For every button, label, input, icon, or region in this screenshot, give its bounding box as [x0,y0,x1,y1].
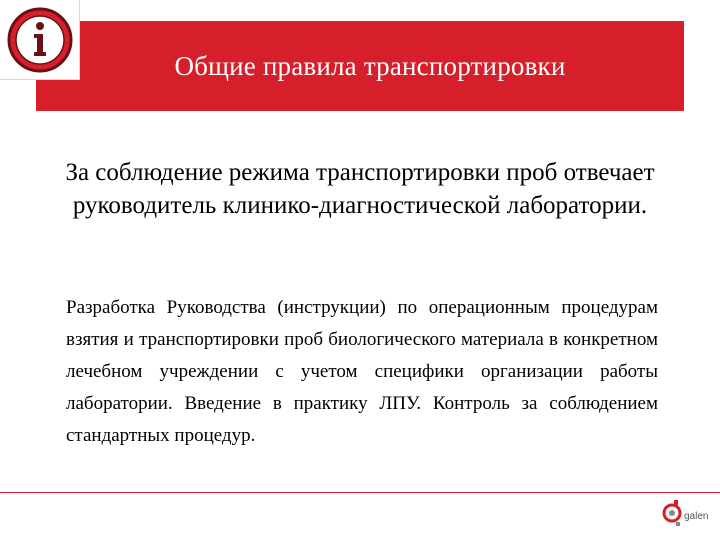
slide-title: Общие правила транспортировки [174,50,566,81]
info-icon [6,6,74,74]
logo-text: galen [684,511,709,522]
info-badge [0,0,80,80]
galen-logo [660,498,716,530]
title-bar [36,21,684,111]
galen-logo-icon [660,498,684,528]
footer-divider [0,492,720,493]
body-paragraph: Разработка Руководства (инструкции) по операционным процедурам взятия и транспортировки проб биологического материала в конкретном лечебном учреждении с учетом специфики организации работы лаборатории. Введение в практику ЛПУ. Контроль за соблюдением стандартных процедур. [66,297,658,446]
lead-statement: За соблюдение режима транспортировки проб отвечает руководитель клинико-диагностической лаборатории. [65,159,655,219]
